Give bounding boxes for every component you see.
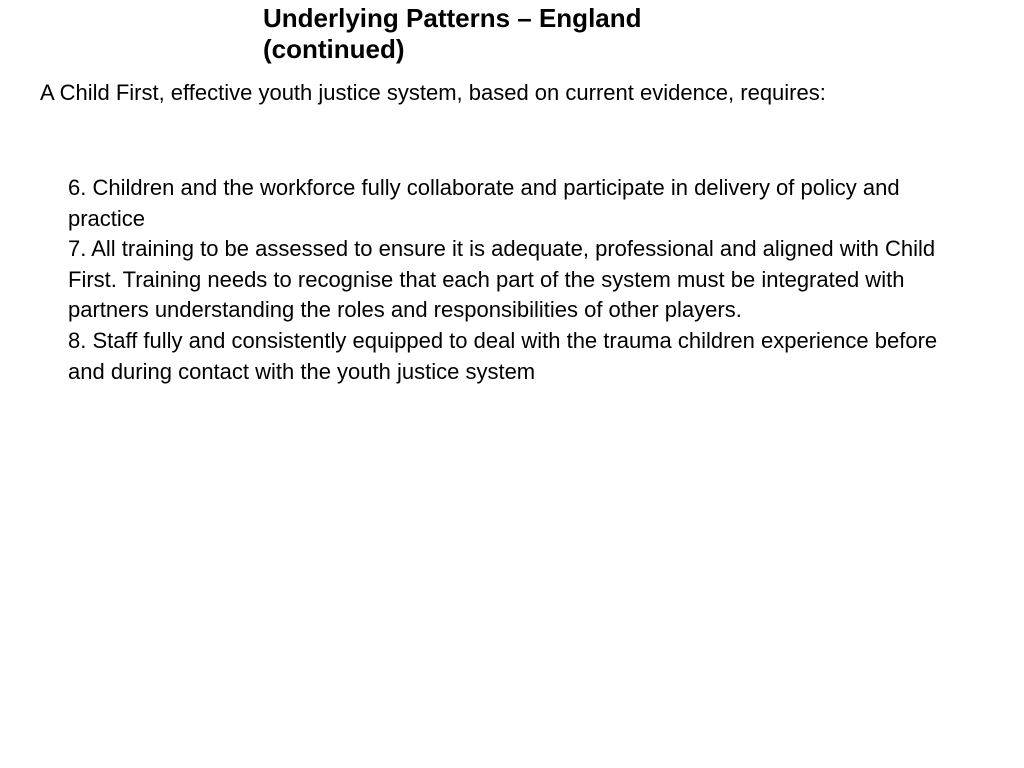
- slide-title: Underlying Patterns – England (continued): [263, 3, 642, 64]
- numbered-points-list: [68, 173, 948, 387]
- point-item: 6. Children and the workforce fully collaborate and participate in delivery of policy and practice: [68, 175, 900, 231]
- point-item: 7. All training to be assessed to ensure it is adequate, professional and aligned with Child First. Training needs to recognise that each part of the system must be integrated with partners understanding the roles and responsibilities of other players.: [68, 236, 936, 323]
- slide-subtitle: A Child First, effective youth justice system, based on current evidence, requires:: [40, 80, 826, 105]
- point-item: 8. Staff fully and consistently equipped to deal with the trauma children experience before and during contact with the youth justice system: [68, 327, 938, 384]
